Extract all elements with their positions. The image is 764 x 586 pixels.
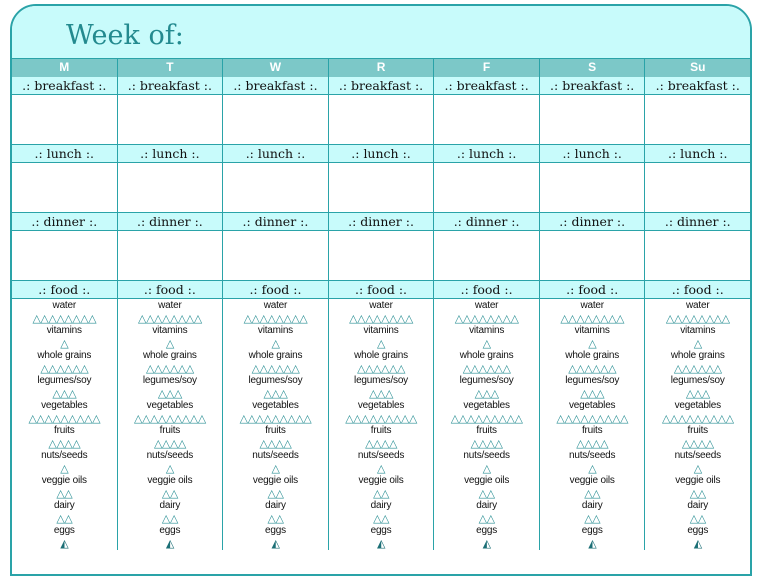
serving-triangles-icon[interactable]: △△ [689,487,706,500]
serving-triangles-icon[interactable]: △△△△△△△△△ [450,412,523,425]
tracker-item-label: vitamins [363,325,399,336]
tracker-item-label: whole grains [142,350,197,361]
serving-triangles-icon[interactable]: △△ [584,487,601,500]
tracker-item-label: dairy [370,500,392,511]
tracker-item-label: veggie oils [252,475,298,486]
dinner-entry-box[interactable] [645,231,750,281]
serving-triangles-icon[interactable]: △ [271,337,280,350]
serving-triangles-icon[interactable]: △△△△△△△△ [138,312,202,325]
food-label: .: food :. [329,281,434,299]
tracker-item-label: nuts/seeds [41,450,88,461]
serving-triangles-icon[interactable]: △ [60,337,69,350]
food-tracker [329,299,434,550]
breakfast-entry-box[interactable] [12,95,117,145]
dinner-label: .: dinner :. [223,213,328,231]
serving-triangles-icon[interactable]: △ [693,337,702,350]
day-column [223,77,329,550]
serving-triangles-icon[interactable]: △△△△△△ [462,362,511,375]
dinner-entry-box[interactable] [540,231,645,281]
serving-triangles-icon[interactable]: △△△△△△△△ [349,312,413,325]
food-tracker [118,299,223,550]
tracker-item-label: water [580,300,604,311]
serving-triangles-icon[interactable]: △△△△△△ [251,362,300,375]
food-label: .: food :. [645,281,750,299]
planner-frame [10,4,752,576]
tracker-item-label: legumes/soy [142,375,197,386]
breakfast-entry-box[interactable] [540,95,645,145]
dinner-entry-box[interactable] [12,231,117,281]
tracker-item-label: nuts/seeds [146,450,194,461]
tracker-item-label: whole grains [459,350,514,361]
breakfast-label: .: breakfast :. [540,77,645,95]
lunch-entry-box[interactable] [118,163,223,213]
serving-triangles-icon[interactable]: ◭ [588,537,597,550]
serving-triangles-icon[interactable]: △△△△△△△△△ [556,412,628,425]
tracker-item-label: legumes/soy [565,375,620,386]
day-column [540,77,646,550]
tracker-item-label: water [52,300,77,311]
breakfast-label: .: breakfast :. [645,77,750,95]
food-tracker [223,299,328,550]
day-column [118,77,224,550]
serving-triangles-icon[interactable]: △△△△△△△△ [560,312,625,325]
serving-triangles-icon[interactable]: △△ [267,487,284,500]
day-header: T [118,59,224,77]
dinner-entry-box[interactable] [329,231,434,281]
tracker-item-label: vegetables [674,400,721,411]
breakfast-label: .: breakfast :. [329,77,434,95]
planner-grid [12,77,750,550]
tracker-item-label: water [686,300,710,311]
serving-triangles-icon[interactable]: △△△ [580,387,605,400]
serving-triangles-icon[interactable]: △△△△ [259,437,292,450]
tracker-item-label: vitamins [680,325,716,336]
tracker-item-label: dairy [159,500,181,511]
serving-triangles-icon[interactable]: ◭ [271,537,280,550]
day-column [329,77,435,550]
tracker-item-label: eggs [53,525,75,536]
tracker-item-label: nuts/seeds [357,450,405,461]
breakfast-label: .: breakfast :. [12,77,117,95]
lunch-entry-box[interactable] [329,163,434,213]
serving-triangles-icon[interactable]: △ [588,337,597,350]
serving-triangles-icon[interactable]: ◭ [377,537,385,550]
serving-triangles-icon[interactable]: △△△△△△△△△ [134,412,206,425]
tracker-item-label: vitamins [469,325,505,336]
tracker-item-label: vegetables [146,400,194,411]
serving-triangles-icon[interactable]: △△△△△△△△ [665,312,730,325]
serving-triangles-icon[interactable]: △△△△△△△△ [32,312,97,325]
serving-triangles-icon[interactable]: ◭ [693,537,702,550]
tracker-item-label: water [263,300,288,311]
food-label: .: food :. [540,281,645,299]
tracker-item-label: vitamins [257,325,293,336]
day-header: R [329,59,435,77]
serving-triangles-icon[interactable]: △△△△ [470,437,503,450]
day-column [645,77,750,550]
serving-triangles-icon[interactable]: △△△△△△△△△ [28,412,101,425]
tracker-item-label: vitamins [46,325,82,336]
breakfast-label: .: breakfast :. [434,77,539,95]
tracker-item-label: legumes/soy [248,375,303,386]
serving-triangles-icon[interactable]: △△△ [474,387,499,400]
serving-triangles-icon[interactable]: △ [482,462,491,475]
day-header: F [434,59,540,77]
day-header: W [223,59,329,77]
serving-triangles-icon[interactable]: △ [165,337,174,350]
serving-triangles-icon[interactable]: △ [482,337,491,350]
day-header: Su [690,60,706,74]
tracker-item-label: dairy [581,500,603,511]
tracker-item-label: veggie oils [147,475,193,486]
dinner-label: .: dinner :. [329,213,434,231]
page-title: Week of: [66,20,184,51]
lunch-label: .: lunch :. [12,145,117,163]
serving-triangles-icon[interactable]: △△ [689,512,706,525]
serving-triangles-icon[interactable]: △ [60,462,69,475]
tracker-item-label: eggs [370,525,392,536]
serving-triangles-icon[interactable]: △△△△ [153,437,186,450]
tracker-item-label: veggie oils [464,475,510,486]
serving-triangles-icon[interactable]: △△△△ [681,437,714,450]
serving-triangles-icon[interactable]: △△△△△△△△△ [661,412,734,425]
serving-triangles-icon[interactable]: ◭ [165,537,174,550]
serving-triangles-icon[interactable]: △△△ [685,387,710,400]
lunch-entry-box[interactable] [223,163,328,213]
tracker-item-label: water [474,300,499,311]
dinner-label: .: dinner :. [118,213,223,231]
serving-triangles-icon[interactable]: △△ [373,512,389,525]
food-tracker [645,299,750,550]
serving-triangles-icon[interactable]: △△△△ [576,437,609,450]
tracker-item-label: eggs [687,525,709,536]
tracker-item-label: legumes/soy [354,375,408,386]
dinner-label: .: dinner :. [645,213,750,231]
tracker-item-label: water [369,300,393,311]
serving-triangles-icon[interactable]: △△△△△△ [145,362,194,375]
serving-triangles-icon[interactable]: △△ [161,512,178,525]
serving-triangles-icon[interactable]: ◭ [482,537,491,550]
dinner-entry-box[interactable] [434,231,539,281]
tracker-item-label: whole grains [37,350,92,361]
serving-triangles-icon[interactable]: △△ [161,487,178,500]
day-header-row [12,58,750,78]
tracker-item-label: whole grains [248,350,303,361]
tracker-item-label: vegetables [41,400,88,411]
serving-triangles-icon[interactable]: △△△△△△△△△ [239,412,312,425]
breakfast-entry-box[interactable] [329,95,434,145]
breakfast-entry-box[interactable] [118,95,223,145]
tracker-item-label: nuts/seeds [252,450,299,461]
breakfast-entry-box[interactable] [223,95,328,145]
serving-triangles-icon[interactable]: △△△△△△△△ [454,312,519,325]
tracker-item-label: legumes/soy [459,375,514,386]
tracker-item-label: nuts/seeds [463,450,510,461]
lunch-entry-box[interactable] [434,163,539,213]
tracker-item-label: legumes/soy [37,375,92,386]
tracker-item-label: fruits [581,425,603,436]
dinner-label: .: dinner :. [434,213,539,231]
lunch-label: .: lunch :. [540,145,645,163]
serving-triangles-icon[interactable]: △△ [56,487,73,500]
serving-triangles-icon[interactable]: △△ [478,512,495,525]
tracker-item-label: dairy [53,500,75,511]
tracker-item-label: veggie oils [569,475,615,486]
lunch-label: .: lunch :. [434,145,539,163]
serving-triangles-icon[interactable]: △△ [373,487,389,500]
tracker-item-label: veggie oils [675,475,721,486]
serving-triangles-icon[interactable]: △△△ [52,387,77,400]
tracker-item-label: eggs [476,525,498,536]
food-tracker [12,299,117,550]
serving-triangles-icon[interactable]: △ [377,462,385,475]
tracker-item-label: veggie oils [358,475,404,486]
lunch-entry-box[interactable] [12,163,117,213]
serving-triangles-icon[interactable]: △ [165,462,174,475]
breakfast-label: .: breakfast :. [223,77,328,95]
tracker-item-label: eggs [581,525,603,536]
breakfast-label: .: breakfast :. [118,77,223,95]
serving-triangles-icon[interactable]: △ [588,462,597,475]
tracker-item-label: fruits [476,425,497,436]
tracker-item-label: fruits [54,425,75,436]
serving-triangles-icon[interactable]: △△ [267,512,284,525]
tracker-item-label: legumes/soy [670,375,725,386]
tracker-item-label: whole grains [565,350,620,361]
serving-triangles-icon[interactable]: △△ [56,512,73,525]
food-tracker [434,299,539,550]
serving-triangles-icon[interactable]: △△△ [263,387,288,400]
serving-triangles-icon[interactable]: △△△△△△ [673,362,722,375]
tracker-item-label: vegetables [357,400,405,411]
day-column [434,77,540,550]
serving-triangles-icon[interactable]: △△△△ [365,437,397,450]
tracker-item-label: vegetables [252,400,299,411]
serving-triangles-icon[interactable]: △△△△△△ [40,362,89,375]
tracker-item-label: vitamins [152,325,188,336]
lunch-entry-box[interactable] [540,163,645,213]
day-header: M [12,59,118,77]
tracker-item-label: water [158,300,182,311]
tracker-item-label: eggs [159,525,181,536]
lunch-label: .: lunch :. [118,145,223,163]
day-column [12,77,118,550]
food-label: .: food :. [12,281,117,299]
food-label: .: food :. [118,281,223,299]
serving-triangles-icon[interactable]: △△△△△△ [568,362,617,375]
tracker-item-label: vitamins [574,325,610,336]
header [12,6,750,58]
dinner-label: .: dinner :. [12,213,117,231]
tracker-item-label: dairy [476,500,497,511]
serving-triangles-icon[interactable]: △△ [478,487,495,500]
breakfast-entry-box[interactable] [645,95,750,145]
tracker-item-label: vegetables [463,400,510,411]
serving-triangles-icon[interactable]: △ [271,462,280,475]
lunch-label: .: lunch :. [223,145,328,163]
serving-triangles-icon[interactable]: △△△ [369,387,393,400]
tracker-item-label: vegetables [568,400,616,411]
serving-triangles-icon[interactable]: ◭ [60,537,69,550]
serving-triangles-icon[interactable]: △△ [584,512,601,525]
tracker-item-label: fruits [370,425,392,436]
serving-triangles-icon[interactable]: △△△△△△ [357,362,405,375]
breakfast-entry-box[interactable] [434,95,539,145]
lunch-label: .: lunch :. [645,145,750,163]
dinner-entry-box[interactable] [223,231,328,281]
food-label: .: food :. [434,281,539,299]
food-label: .: food :. [223,281,328,299]
dinner-entry-box[interactable] [118,231,223,281]
lunch-label: .: lunch :. [329,145,434,163]
dinner-label: .: dinner :. [540,213,645,231]
tracker-item-label: whole grains [354,350,408,361]
serving-triangles-icon[interactable]: △△△△△△△△ [243,312,308,325]
tracker-item-label: veggie oils [41,475,87,486]
tracker-item-label: dairy [265,500,286,511]
serving-triangles-icon[interactable]: △ [377,337,385,350]
serving-triangles-icon[interactable]: △ [693,462,702,475]
tracker-item-label: nuts/seeds [568,450,616,461]
serving-triangles-icon[interactable]: △△△△ [48,437,81,450]
tracker-item-label: fruits [687,425,708,436]
tracker-item-label: fruits [265,425,286,436]
lunch-entry-box[interactable] [645,163,750,213]
tracker-item-label: whole grains [670,350,725,361]
food-tracker [540,299,645,550]
tracker-item-label: dairy [687,500,709,511]
day-header: S [540,59,646,77]
tracker-item-label: fruits [159,425,181,436]
tracker-item-label: eggs [265,525,286,536]
serving-triangles-icon[interactable]: △△△ [157,387,182,400]
serving-triangles-icon[interactable]: △△△△△△△△△ [345,412,417,425]
tracker-item-label: nuts/seeds [674,450,721,461]
